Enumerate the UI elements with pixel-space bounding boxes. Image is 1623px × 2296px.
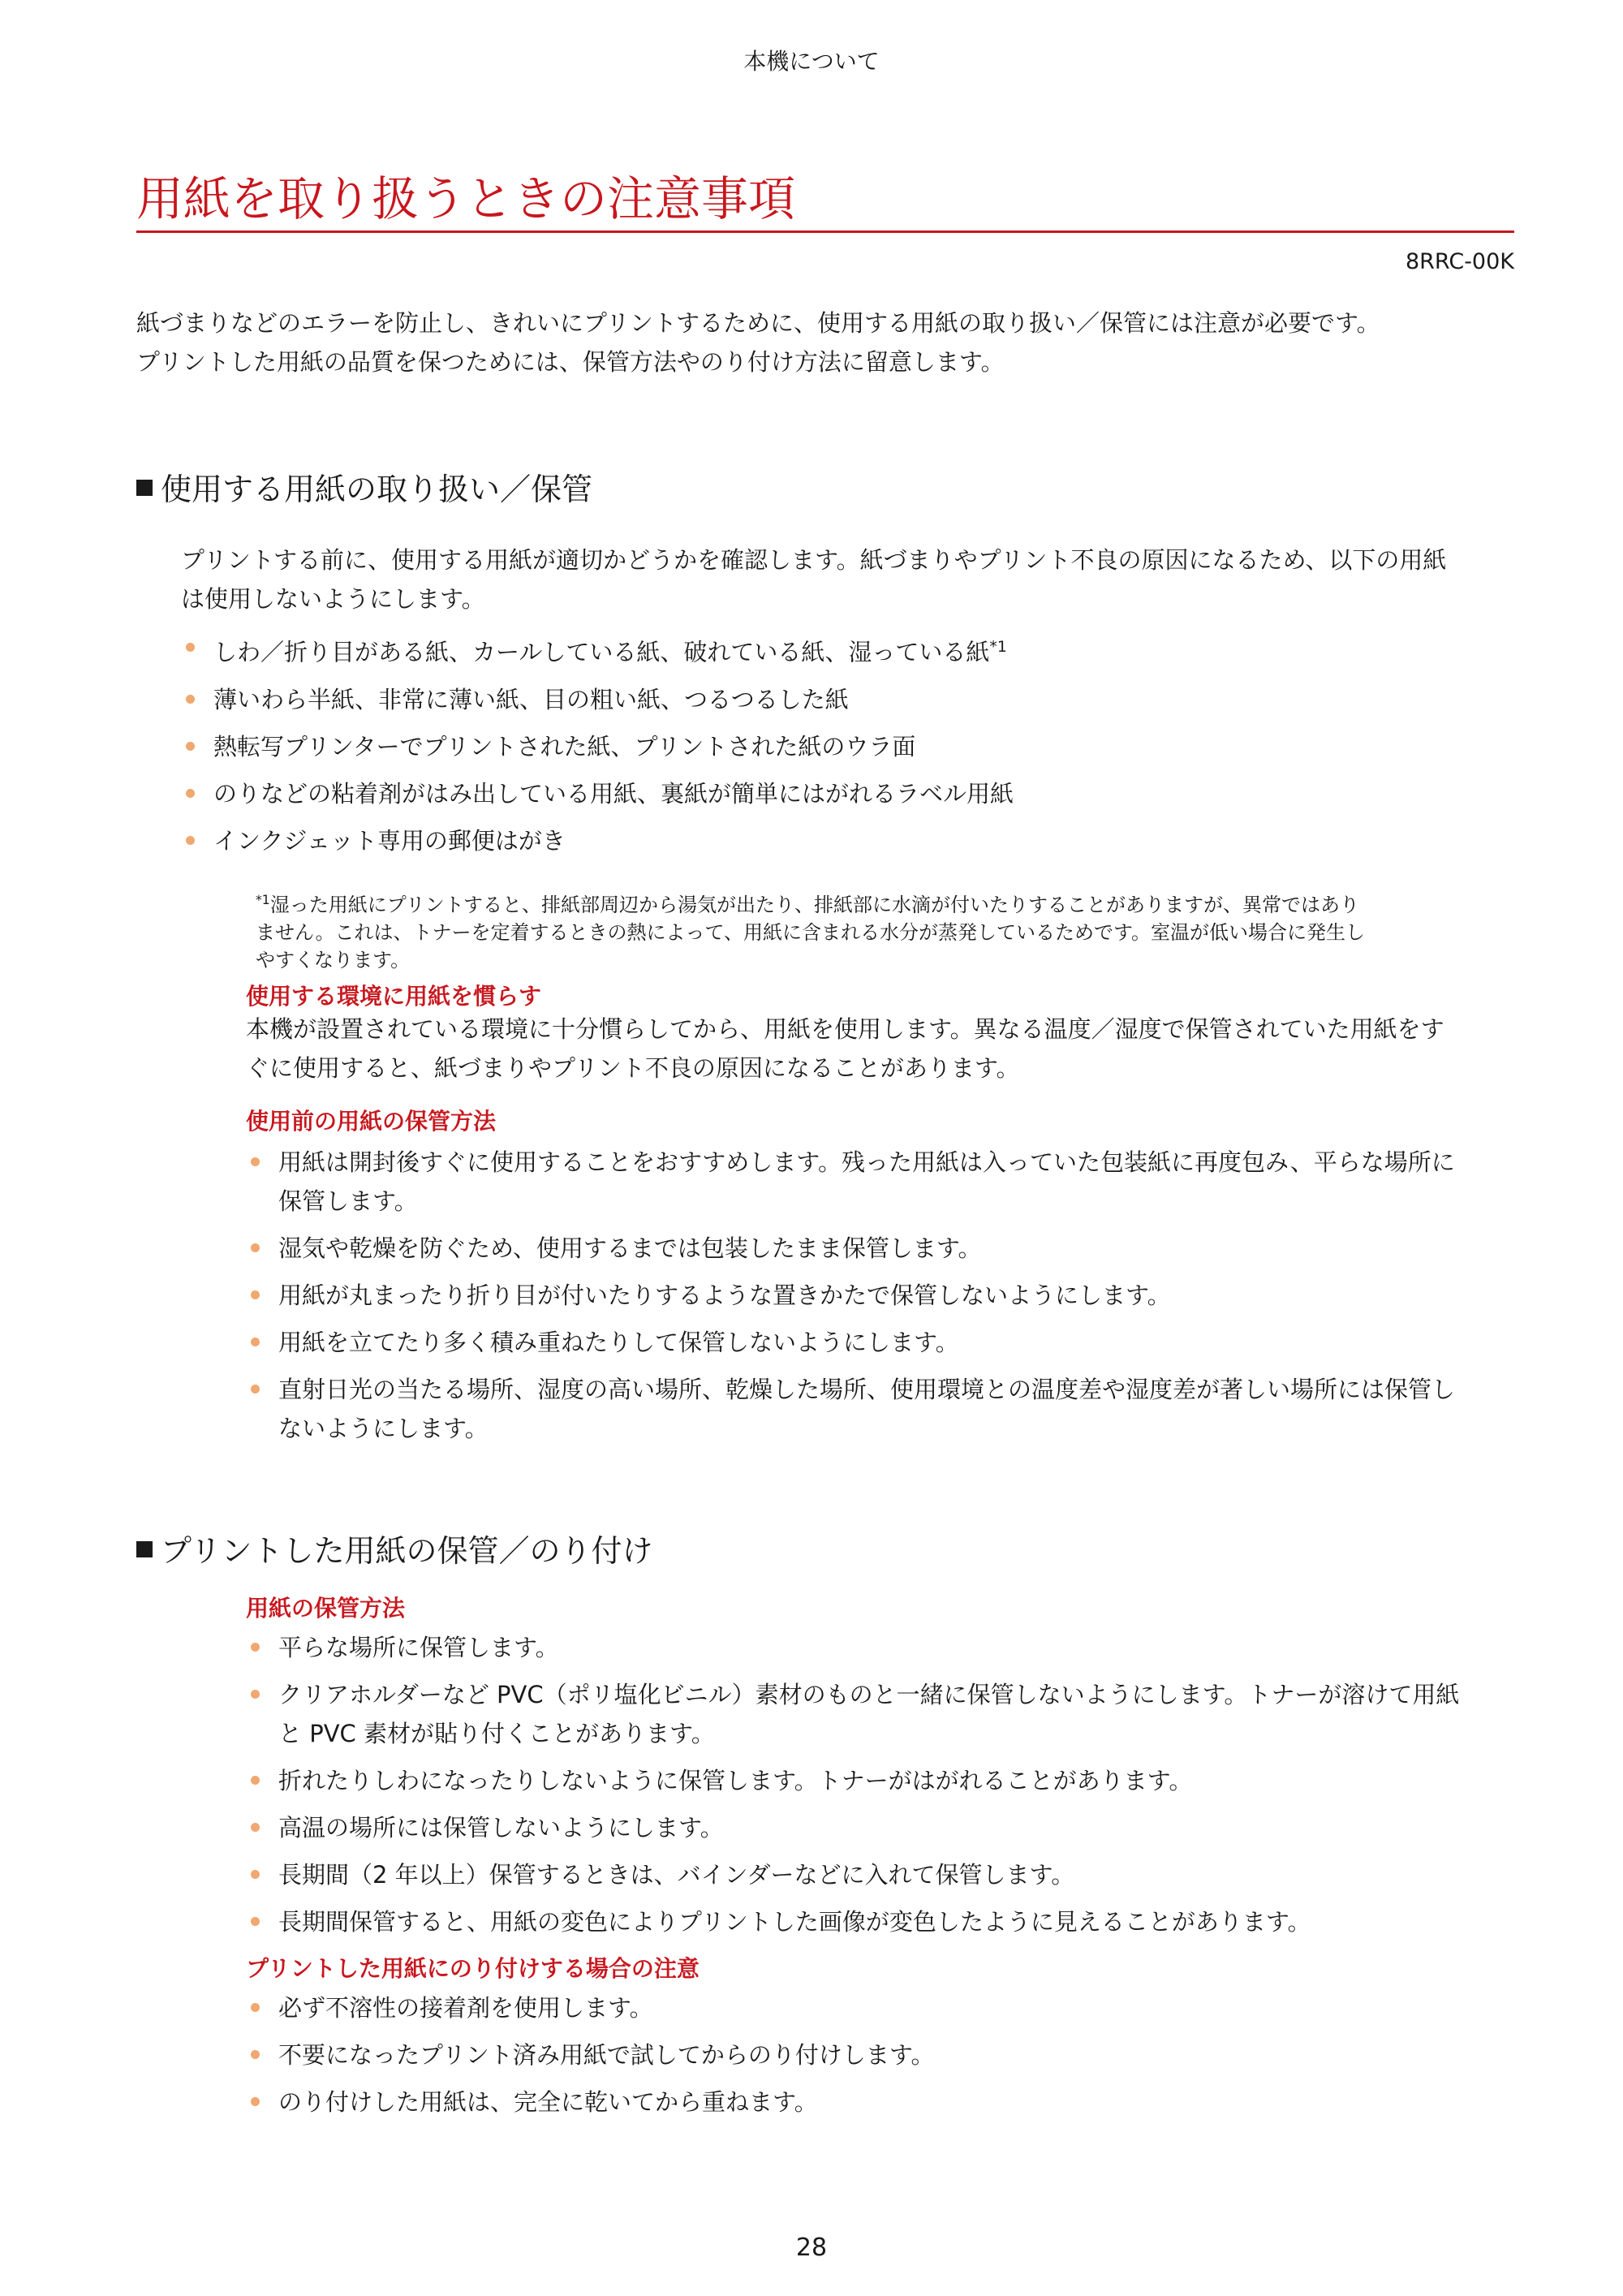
bullet-dot-icon: [251, 2003, 260, 2012]
bullet-dot-icon: [186, 836, 195, 845]
footnote-mark: *1: [256, 893, 270, 907]
list-item-line: 用紙を立てたり多く積み重ねたりして保管しないようにします。: [278, 1329, 959, 1356]
list-item: [181, 774, 1520, 813]
list-item: [181, 628, 1520, 672]
list-item-line: 直射日光の当たる場所、湿度の高い場所、乾燥した場所、使用環境との温度差や湿度差が著しい場所には保管し: [278, 1376, 1456, 1403]
page-title: 用紙を取り扱うときの注意事項: [136, 171, 796, 226]
list-item: [246, 1808, 1520, 1847]
footnote: [256, 886, 1522, 974]
list-item-line: 平らな場所に保管します。: [278, 1634, 559, 1661]
list-item-line: のり付けした用紙は、完全に乾いてから重ねます。: [278, 2088, 818, 2116]
intro-text: [136, 304, 1516, 381]
list-item-line: 必ず不溶性の接着剤を使用します。: [278, 1994, 653, 2022]
list-item: [246, 2035, 1520, 2074]
lead-line: プリントする前に、使用する用紙が適切かどうかを確認します。紙づまりやプリント不良の原因になるため、以下の用紙: [181, 546, 1447, 574]
list-item-line: 長期間保管すると、用紙の変色によりプリントした画像が変色したように見えることがあります。: [278, 1908, 1311, 1936]
list-item: [181, 680, 1520, 719]
bullet-dot-icon: [251, 1157, 260, 1166]
list-item-text: のりなどの粘着剤がはみ出している用紙、裏紙が簡単にはがれるラベル用紙: [213, 779, 1014, 808]
list-item: [246, 1323, 1520, 1362]
storage-method-list: [246, 1628, 1520, 1949]
list-item: [246, 1143, 1520, 1221]
title-divider: [136, 230, 1514, 233]
bullet-dot-icon: [251, 1690, 260, 1699]
list-item: [246, 1675, 1520, 1753]
bullet-dot-icon: [251, 1290, 260, 1299]
bullet-dot-icon: [186, 695, 195, 704]
list-item-line: 長期間（2 年以上）保管するときは、バインダーなどに入れて保管します。: [278, 1861, 1075, 1889]
bullet-dot-icon: [186, 789, 195, 798]
footnote-ref: *1: [989, 639, 1007, 656]
list-item-text: インクジェット専用の郵便はがき: [213, 826, 566, 855]
acclimate-text: [246, 1010, 1520, 1088]
bullet-dot-icon: [251, 1643, 260, 1652]
bullet-dot-icon: [251, 2097, 260, 2106]
section-heading-text: プリントした用紙の保管／のり付け: [161, 1533, 653, 1569]
list-item-line: 保管します。: [278, 1187, 418, 1215]
square-bullet-icon: [136, 480, 153, 496]
subheading-storage-before-use: 使用前の用紙の保管方法: [246, 1108, 497, 1135]
list-item-line: と PVC 素材が貼り付くことがあります。: [278, 1720, 715, 1747]
subheading-glue-caution: プリントした用紙にのり付けする場合の注意: [246, 1955, 700, 1982]
intro-line: プリントした用紙の品質を保つためには、保管方法やのり付け方法に留意します。: [136, 348, 1005, 376]
list-item: [246, 1276, 1520, 1315]
footnote-line: やすくなります。: [256, 949, 411, 971]
list-item: [246, 1370, 1520, 1448]
lead-line: は使用しないようにします。: [181, 585, 485, 613]
list-item: [246, 1761, 1520, 1800]
section-heading-paper-handling: [136, 464, 592, 509]
list-item: [246, 1988, 1520, 2027]
list-item-line: 不要になったプリント済み用紙で試してからのり付けします。: [278, 2041, 935, 2069]
square-bullet-icon: [136, 1541, 153, 1557]
list-item: [246, 1855, 1520, 1894]
section-heading-printed-paper: [136, 1526, 652, 1570]
unusable-paper-list: [181, 628, 1520, 868]
subheading-storage-method: 用紙の保管方法: [246, 1595, 406, 1622]
bullet-dot-icon: [251, 1917, 260, 1926]
page-number: 28: [795, 2234, 828, 2262]
list-item: [246, 1628, 1520, 1667]
footnote-text: 湿った用紙にプリントすると、排紙部周辺から湯気が出たり、排紙部に水滴が付いたりすることがありますが、異常ではあり: [269, 894, 1360, 916]
list-item: [181, 821, 1520, 860]
intro-line: 紙づまりなどのエラーを防止し、きれいにプリントするために、使用する用紙の取り扱い／保管には注意が必要です。: [136, 309, 1380, 337]
bullet-dot-icon: [251, 1823, 260, 1832]
bullet-dot-icon: [251, 1338, 260, 1346]
bullet-dot-icon: [251, 1870, 260, 1879]
list-item: [181, 727, 1520, 766]
list-item-text: しわ／折り目がある紙、カールしている紙、破れている紙、湿っている紙: [213, 638, 990, 666]
list-item: [246, 2083, 1520, 2122]
list-item-line: 用紙が丸まったり折り目が付いたりするような置きかたで保管しないようにします。: [278, 1282, 1171, 1309]
bullet-dot-icon: [186, 643, 195, 652]
document-id: 8RRC-00K: [1405, 249, 1514, 274]
bullet-dot-icon: [251, 1243, 260, 1252]
storage-before-use-list: [246, 1143, 1520, 1456]
list-item: [246, 1229, 1520, 1268]
footnote-line: [256, 886, 1522, 919]
subheading-acclimate: 使用する環境に用紙を慣らす: [246, 983, 542, 1010]
list-item: [246, 1902, 1520, 1941]
text-line: 本機が設置されている環境に十分慣らしてから、用紙を使用します。異なる温度／湿度で保管されていた用紙をす: [246, 1015, 1444, 1043]
text-line: ぐに使用すると、紙づまりやプリント不良の原因になることがあります。: [246, 1054, 1020, 1082]
list-item-line: クリアホルダーなど PVC（ポリ塩化ビニル）素材のものと一緒に保管しないようにします。トナーが溶けて用紙: [278, 1681, 1460, 1708]
list-item-line: 湿気や乾燥を防ぐため、使用するまでは包装したまま保管します。: [278, 1234, 982, 1262]
list-item-line: 高温の場所には保管しないようにします。: [278, 1814, 724, 1842]
list-item-line: 用紙は開封後すぐに使用することをおすすめします。残った用紙は入っていた包装紙に再度包み、平らな場所に: [278, 1148, 1455, 1176]
list-item-line: 折れたりしわになったりしないように保管します。トナーがはがれることがあります。: [278, 1767, 1193, 1794]
bullet-dot-icon: [251, 1776, 260, 1785]
bullet-dot-icon: [186, 742, 195, 751]
section-lead: [181, 541, 1520, 618]
list-item-line: ないようにします。: [278, 1415, 489, 1442]
glue-caution-list: [246, 1988, 1520, 2130]
footnote-line: ません。これは、トナーを定着するときの熱によって、用紙に含まれる水分が蒸発しているためです。室温が低い場合に発生し: [256, 921, 1366, 944]
bullet-dot-icon: [251, 1385, 260, 1394]
bullet-dot-icon: [251, 2050, 260, 2059]
section-heading-text: 使用する用紙の取り扱い／保管: [161, 472, 593, 507]
list-item-text: 薄いわら半紙、非常に薄い紙、目の粗い紙、つるつるした紙: [213, 685, 849, 713]
running-header: 本機について: [743, 48, 880, 75]
list-item-text: 熱転写プリンターでプリントされた紙、プリントされた紙のウラ面: [213, 732, 916, 760]
